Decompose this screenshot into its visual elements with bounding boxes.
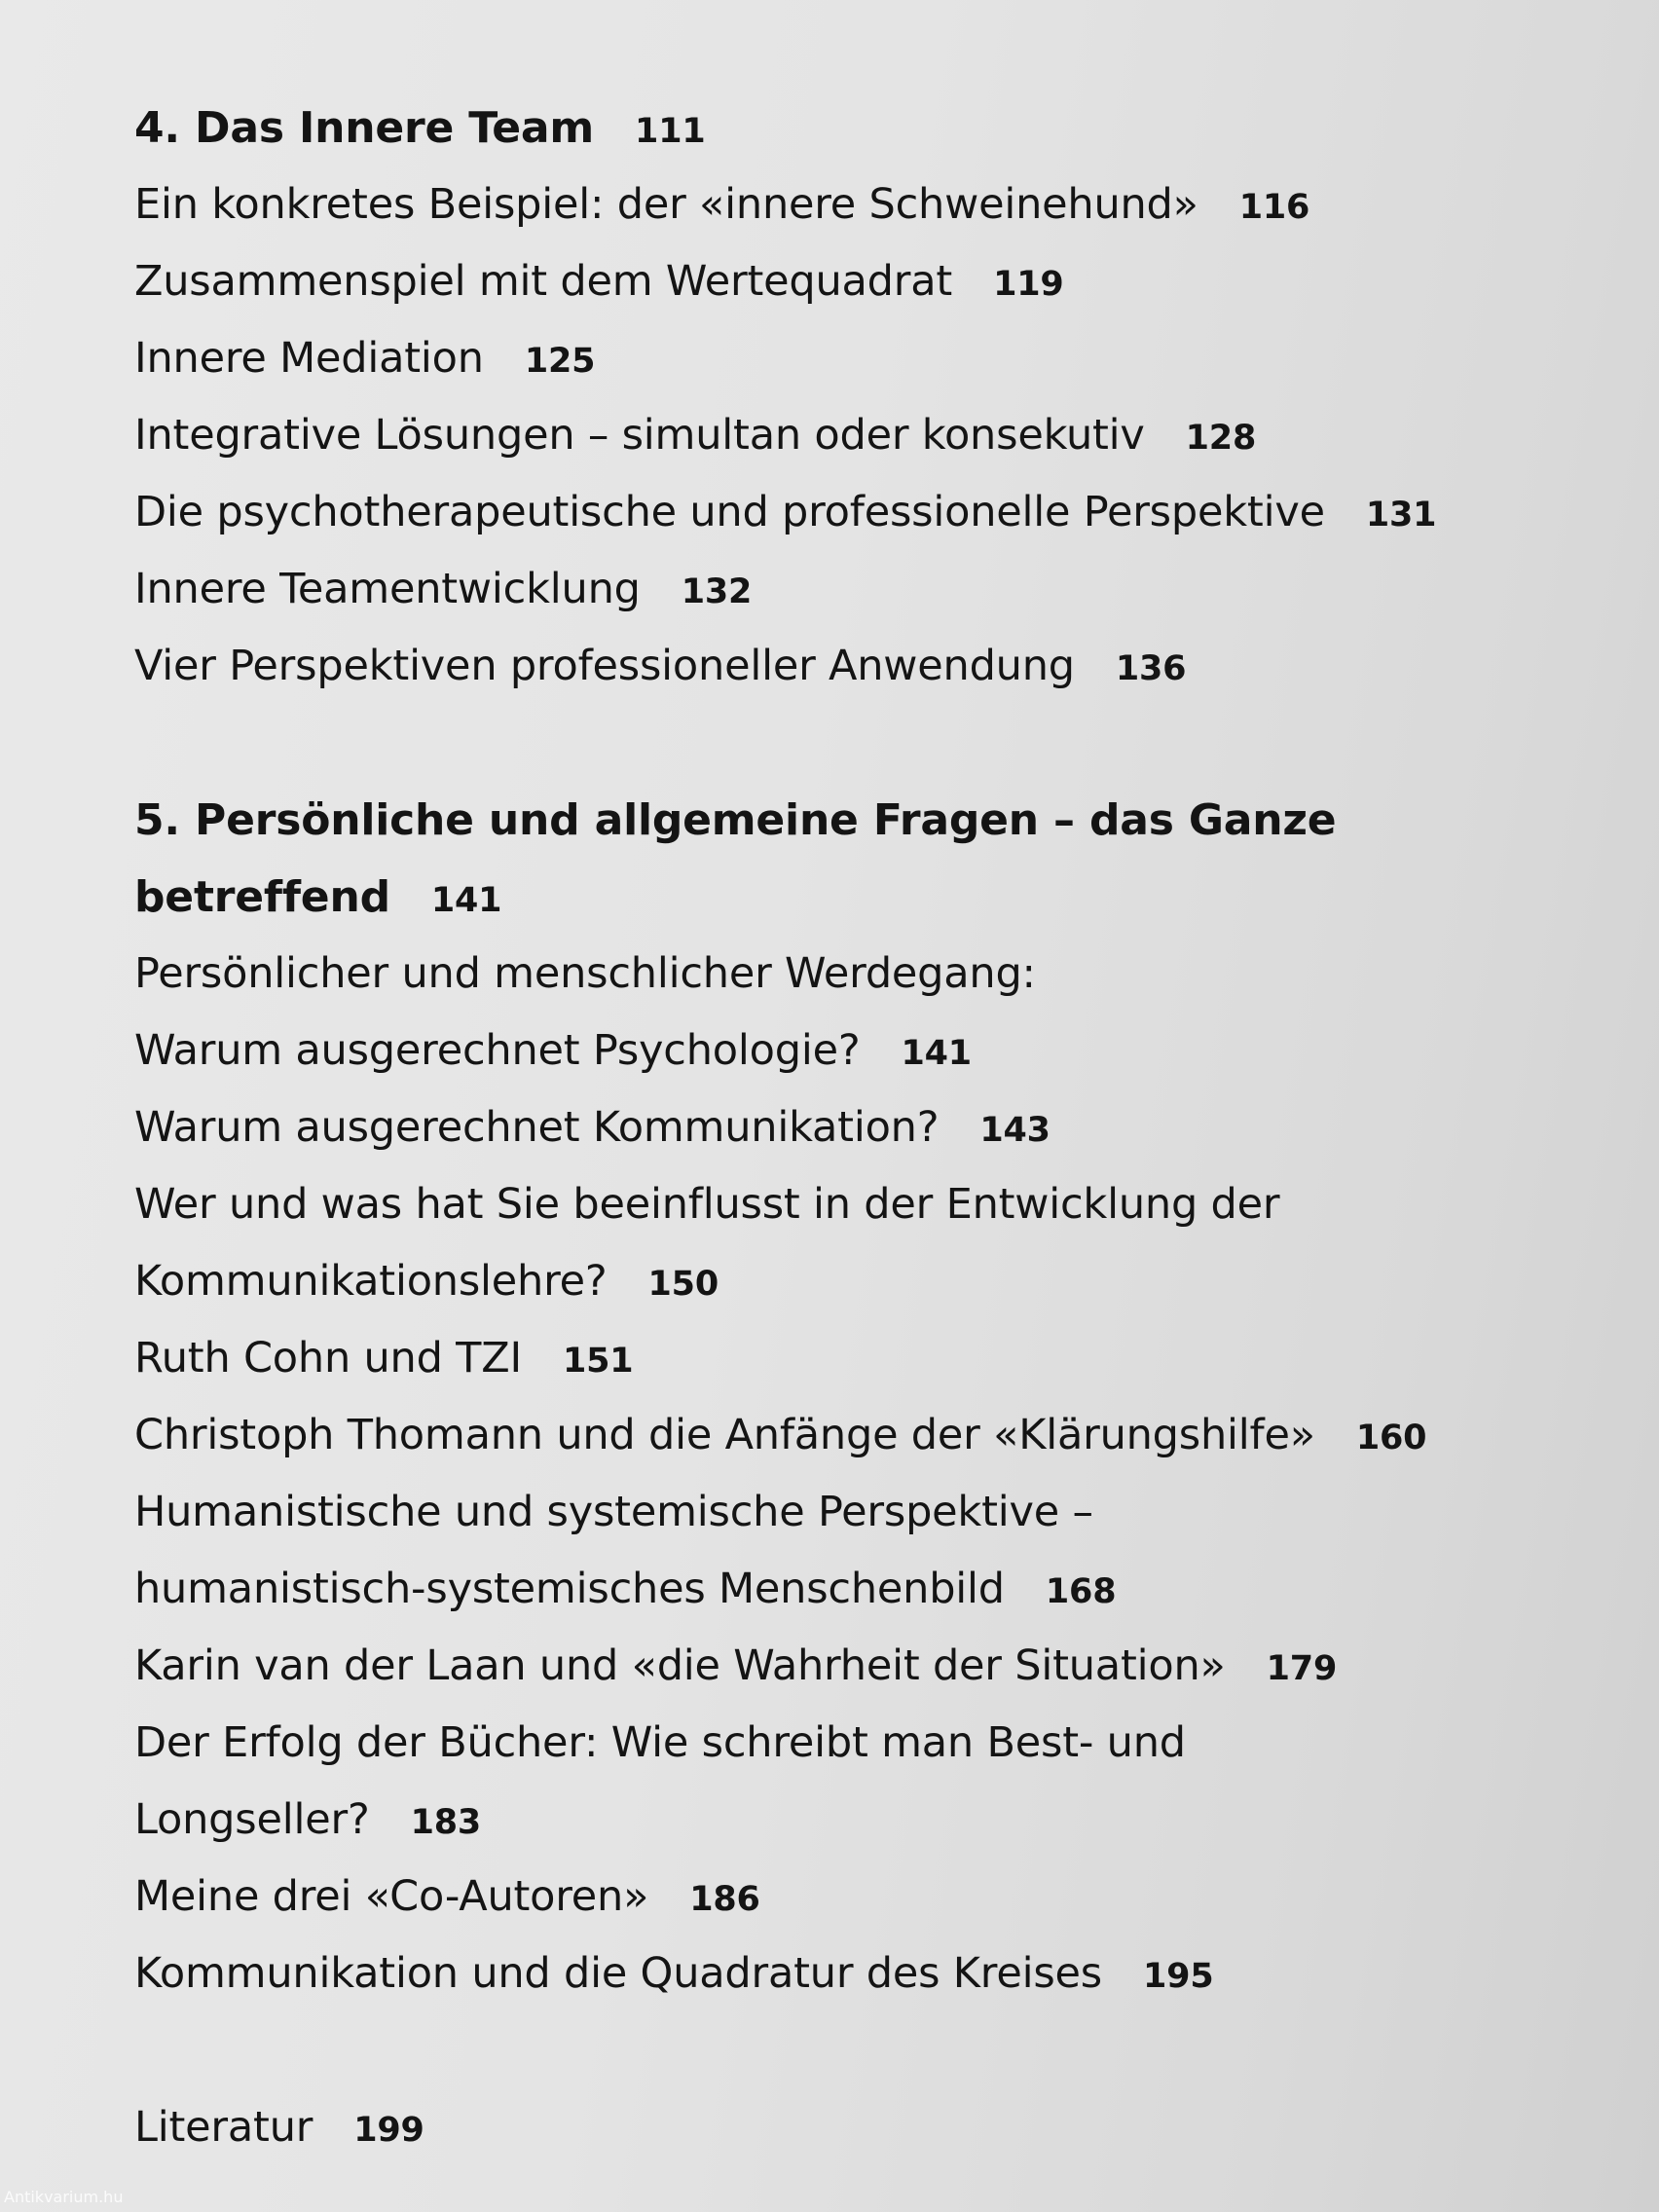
toc-entry-text: Warum ausgerechnet Psychologie? — [134, 1026, 861, 1075]
toc-entry-text: Karin van der Laan und «die Wahrheit der Situation» — [134, 1641, 1226, 1690]
toc-entry — [134, 1320, 1575, 1397]
toc-entry-text: Innere Teamentwicklung — [134, 565, 641, 613]
toc-entry — [134, 166, 1575, 243]
toc-entry-text: Kommunikation und die Quadratur des Kreises — [134, 1949, 1103, 1998]
toc-entry-text: Kommunikationslehre? — [134, 1257, 608, 1306]
toc-page-number: 168 — [1045, 1572, 1117, 1611]
toc-entry-text: Wer und was hat Sie beeinflusst in der Entwicklung der — [134, 1180, 1280, 1229]
toc-entry-text: Humanistische und systemische Perspektive – — [134, 1488, 1093, 1536]
toc-entry — [134, 1397, 1575, 1474]
toc-page-number: 141 — [430, 881, 502, 920]
toc-page-number: 186 — [689, 1880, 760, 1919]
toc-page-number: 143 — [979, 1111, 1051, 1150]
toc-entry — [134, 397, 1575, 474]
toc-entry-text: Christoph Thomann und die Anfänge der «Klärungshilfe» — [134, 1411, 1315, 1459]
toc-entry — [134, 1089, 1575, 1166]
toc-entry — [134, 1936, 1575, 2012]
toc-entry — [134, 243, 1575, 320]
toc-page-number: 179 — [1266, 1649, 1338, 1688]
toc-entry-text: Ruth Cohn und TZI — [134, 1334, 522, 1382]
toc-entry-text: Meine drei «Co-Autoren» — [134, 1872, 649, 1921]
toc-entry-text: Zusammenspiel mit dem Wertequadrat — [134, 257, 953, 306]
toc-page-number: 111 — [635, 112, 706, 151]
toc-page-number: 195 — [1143, 1957, 1214, 1996]
toc-entry — [134, 474, 1575, 551]
toc-entry-text: Ein konkretes Beispiel: der «innere Schweinehund» — [134, 180, 1198, 229]
toc-entry — [134, 1243, 1575, 1320]
toc-heading-text: betreffend — [134, 872, 390, 922]
toc-entry — [134, 936, 1575, 1013]
toc-entry — [134, 1859, 1575, 1936]
toc-entry — [134, 1474, 1575, 1551]
toc-entry-text: humanistisch-systemisches Menschenbild — [134, 1565, 1005, 1613]
toc-entry-text: Vier Perspektiven professioneller Anwendung — [134, 642, 1075, 690]
toc-entry-text: Innere Mediation — [134, 334, 484, 383]
toc-heading-chapter-5 — [134, 782, 1575, 859]
section-spacer — [134, 705, 1575, 782]
table-of-contents — [134, 90, 1575, 2166]
toc-entry — [134, 1013, 1575, 1089]
toc-heading-chapter-4 — [134, 90, 1575, 166]
toc-page-number: 150 — [647, 1265, 719, 1304]
toc-page-number: 136 — [1115, 649, 1187, 688]
toc-entry — [134, 1628, 1575, 1705]
toc-page-number: 116 — [1238, 188, 1310, 227]
section-spacer — [134, 2012, 1575, 2089]
toc-page-number: 119 — [993, 265, 1064, 304]
toc-entry — [134, 628, 1575, 705]
toc-page-number: 199 — [353, 2111, 424, 2150]
toc-page-number: 160 — [1355, 1419, 1427, 1457]
toc-page-number: 141 — [901, 1034, 972, 1073]
toc-entry — [134, 320, 1575, 397]
toc-entry — [134, 1551, 1575, 1628]
toc-entry-text: Longseller? — [134, 1795, 370, 1844]
toc-entry-literature — [134, 2089, 1575, 2166]
toc-entry-text: Integrative Lösungen – simultan oder konsekutiv — [134, 411, 1145, 460]
toc-entry-text: Der Erfolg der Bücher: Wie schreibt man Best- und — [134, 1718, 1186, 1767]
toc-page-number: 183 — [410, 1803, 482, 1842]
toc-page-number: 128 — [1185, 419, 1257, 458]
toc-page-number: 151 — [562, 1342, 634, 1381]
toc-entry-text: Persönlicher und menschlicher Werdegang: — [134, 949, 1036, 998]
toc-entry — [134, 551, 1575, 628]
toc-page-number: 125 — [524, 342, 596, 381]
toc-entry-text: Literatur — [134, 2103, 313, 2152]
toc-entry-text: Die psychotherapeutische und professionelle Perspektive — [134, 488, 1325, 536]
toc-heading-text: 4. Das Innere Team — [134, 103, 595, 153]
toc-entry — [134, 1705, 1575, 1782]
toc-entry-text: Warum ausgerechnet Kommunikation? — [134, 1103, 940, 1152]
toc-page-number: 131 — [1365, 496, 1437, 535]
watermark-logo: Antikvarium.hu — [4, 2188, 124, 2206]
toc-page-number: 132 — [681, 572, 753, 611]
toc-entry — [134, 1782, 1575, 1859]
toc-heading-text: 5. Persönliche und allgemeine Fragen – das Ganze — [134, 795, 1337, 845]
toc-entry — [134, 1166, 1575, 1243]
toc-heading-chapter-5-cont — [134, 859, 1575, 936]
